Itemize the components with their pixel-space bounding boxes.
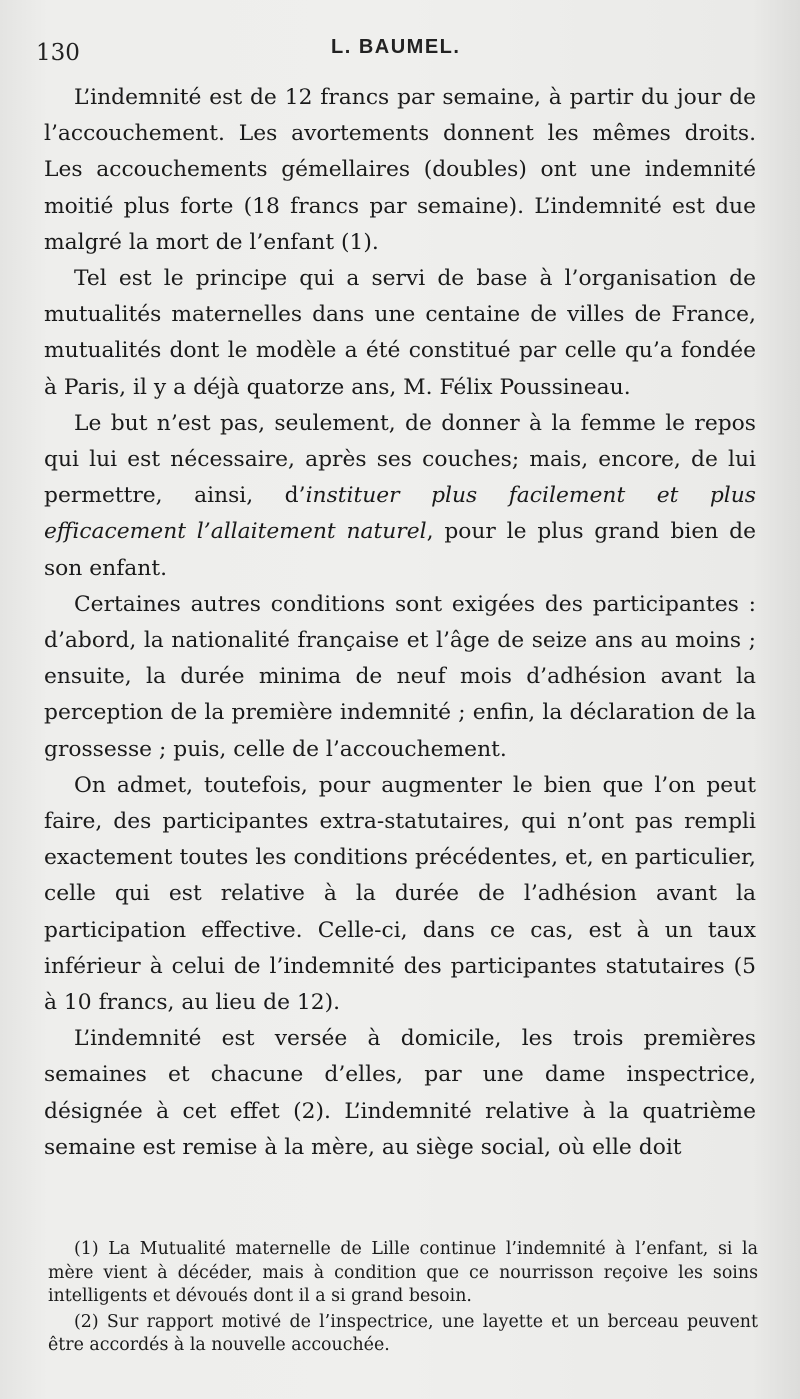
page-header [36,36,760,72]
paragraph: L’indemnité est de 12 francs par semaine, à partir du jour de l’accouchement. Les avortements donnent les mêmes droits. Les accouchements gémellaires (doubles) ont une indemnité moitié plus forte (18 francs par semaine). L’indemnité est due malgré la mort de l’enfant (1). [44,85,756,255]
paragraph: Tel est le principe qui a servi de base à l’organisation de mutualités maternelles dans une centaine de villes de France, mutualités dont le modèle a été constitué par celle qu’a fondée à Paris, il y a déjà quatorze ans, M. Félix Poussineau. [44,266,756,400]
running-head: L. BAUMEL. [331,36,461,58]
paragraph-emphasis: instituer plus facilement et plus efficacement l’allaitement naturel [44,483,756,545]
paragraph: L’indemnité est versée à domicile, les trois premières semaines et chacune d’elles, par une dame inspectrice, désignée à cet effet (2). L’indemnité relative à la quatrième semaine est remise à la mère, au siège social, où elle doit [44,1026,756,1160]
paragraph-text: , pour le plus grand bien de son enfant. [44,519,757,581]
paragraph-text: Le but n’est pas, seulement, de donner à la femme le repos qui lui est nécessaire, après ses couches; mais, encore, de lui permettre, ainsi, d’ [44,410,756,509]
paragraph [44,406,756,587]
footnote: (1) La Mutualité maternelle de Lille continue l’indemnité à l’enfant, si la mère vient à décéder, mais à condition que ce nourrisson reçoive les soins intelligents et dévoués dont il a si grand besoin. [48,1239,758,1307]
body-text [44,80,756,1166]
page-number: 130 [36,40,80,66]
paragraph: On admet, toutefois, pour augmenter le bien que l’on peut faire, des participantes extra-statutaires, qui n’ont pas rempli exactement toutes les conditions précédentes, et, en particulier, celle qui est relative à la durée de l’adhésion avant la participation effective. Celle-ci, dans ce cas, est à un taux inférieur à celui de l’indemnité des participantes statutaires (5 à 10 francs, au lieu de 12). [44,772,756,1016]
footnotes [48,1238,758,1360]
footnote: (2) Sur rapport motivé de l’inspectrice, une layette et un berceau peuvent être accordés à la nouvelle accouchée. [48,1311,758,1356]
paragraph: Certaines autres conditions sont exigées des participantes : d’abord, la nationalité française et l’âge de seize ans au moins ; ensuite, la durée minima de neuf mois d’adhésion avant la perception de la première indemnité ; enfin, la déclaration de la grossesse ; puis, celle de l’accouchement. [44,591,756,762]
